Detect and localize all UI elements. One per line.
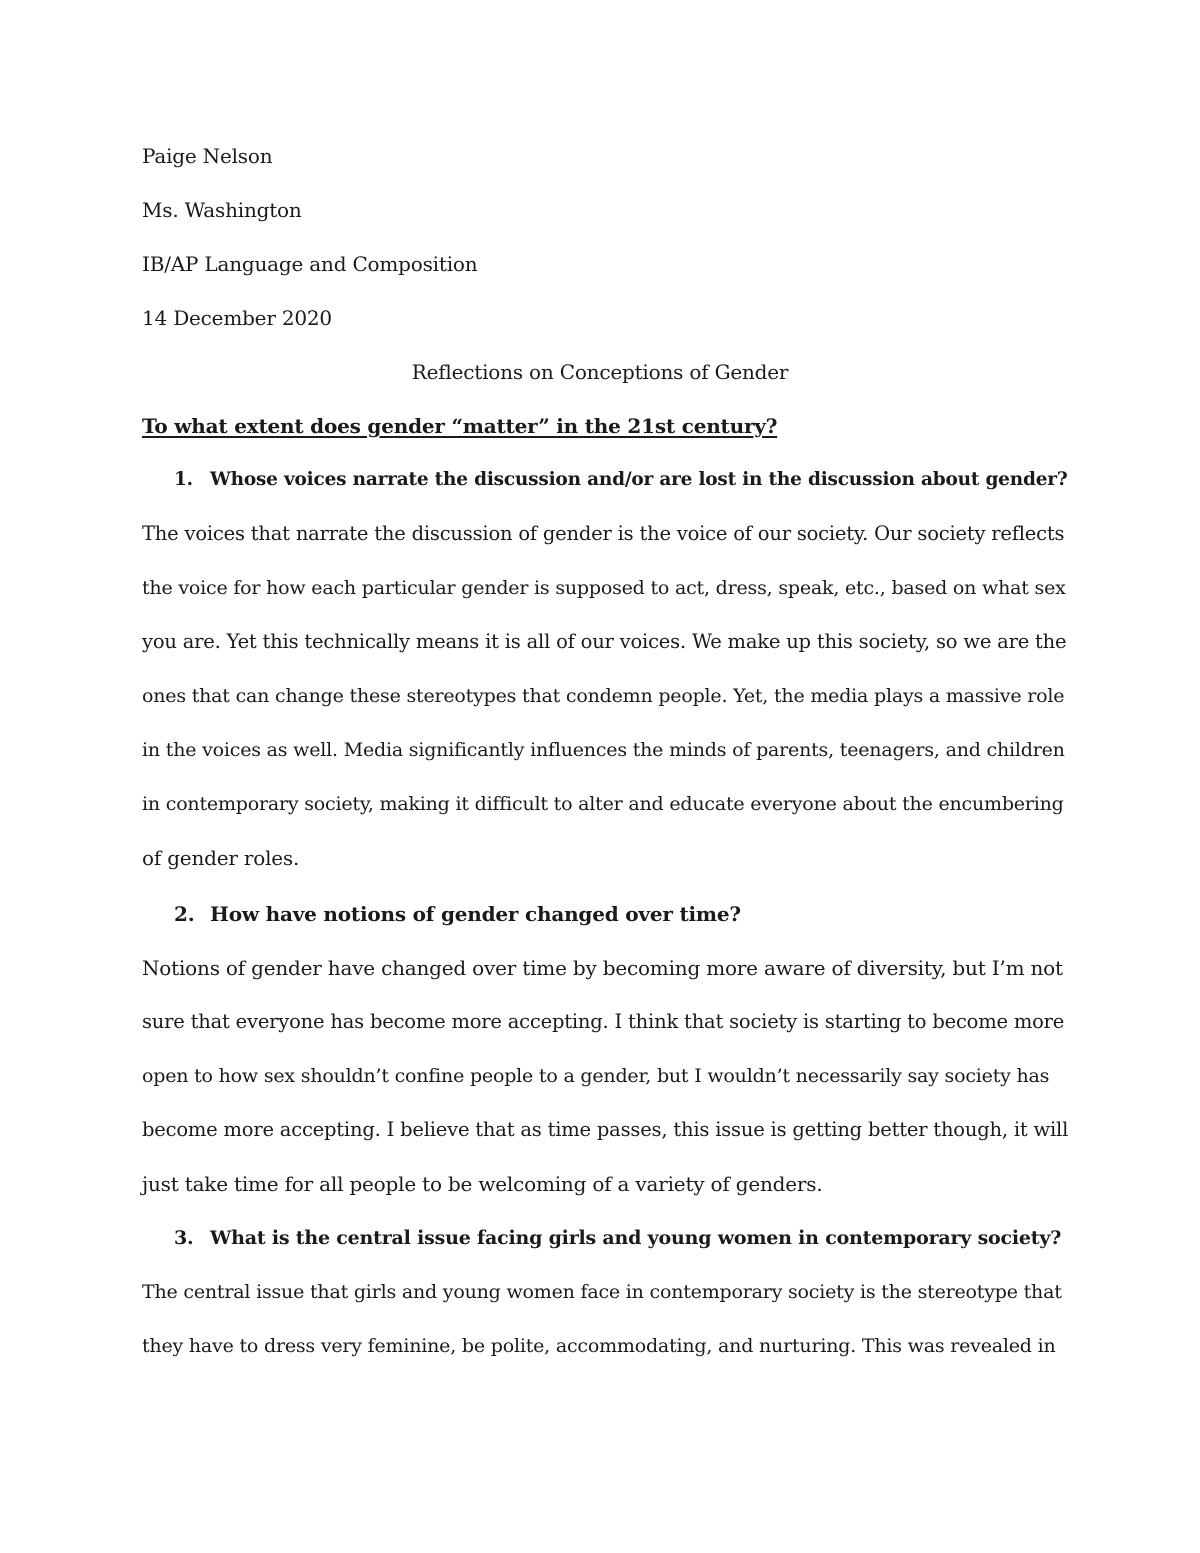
question-number: 3. bbox=[174, 1227, 194, 1249]
answer-1-line: ones that can change these stereotypes that condemn people. Yet, the media plays a massive role bbox=[142, 685, 1065, 707]
teacher-name: Ms. Washington bbox=[142, 198, 302, 222]
answer-2-line: become more accepting. I believe that as time passes, this issue is getting better though, it will bbox=[142, 1118, 1069, 1141]
question-3 bbox=[174, 1224, 1074, 1252]
answer-1-line: of gender roles. bbox=[142, 846, 300, 870]
course-name: IB/AP Language and Composition bbox=[142, 252, 478, 276]
answer-3-line: they have to dress very feminine, be polite, accommodating, and nurturing. This was revealed in bbox=[142, 1335, 1056, 1357]
answer-2-line: Notions of gender have changed over time by becoming more aware of diversity, but I’m not bbox=[142, 956, 1063, 980]
question-text: Whose voices narrate the discussion and/or are lost in the discussion about gender? bbox=[210, 469, 1068, 490]
answer-2-line: open to how sex shouldn’t confine people to a gender, but I wouldn’t necessarily say society has bbox=[142, 1065, 1050, 1087]
answer-1-line: The voices that narrate the discussion of gender is the voice of our society. Our society reflects bbox=[142, 522, 1065, 545]
document-date: 14 December 2020 bbox=[142, 306, 332, 330]
answer-2-line: just take time for all people to be welcoming of a variety of genders. bbox=[142, 1172, 823, 1196]
answer-1-line: you are. Yet this technically means it is all of our voices. We make up this society, so we are the bbox=[142, 630, 1067, 653]
author-name: Paige Nelson bbox=[142, 144, 273, 168]
question-text: How have notions of gender changed over time? bbox=[210, 902, 741, 926]
answer-1-line: in contemporary society, making it difficult to alter and educate everyone about the encumbering bbox=[142, 793, 1064, 815]
answer-3-line: The central issue that girls and young women face in contemporary society is the stereotype that bbox=[142, 1281, 1062, 1303]
document-title: Reflections on Conceptions of Gender bbox=[411, 360, 789, 384]
question-2 bbox=[174, 900, 1074, 928]
main-question-heading: To what extent does gender “matter” in the 21st century? bbox=[142, 414, 778, 438]
answer-1-line: in the voices as well. Media significantly influences the minds of parents, teenagers, and children bbox=[142, 739, 1065, 761]
question-text: What is the central issue facing girls and young women in contemporary society? bbox=[210, 1227, 1062, 1249]
answer-1-line: the voice for how each particular gender is supposed to act, dress, speak, etc., based on what sex bbox=[142, 577, 1066, 599]
question-number: 2. bbox=[174, 902, 195, 926]
question-number: 1. bbox=[174, 469, 193, 490]
answer-2-line: sure that everyone has become more accepting. I think that society is starting to become more bbox=[142, 1010, 1065, 1033]
question-1 bbox=[174, 466, 1074, 494]
